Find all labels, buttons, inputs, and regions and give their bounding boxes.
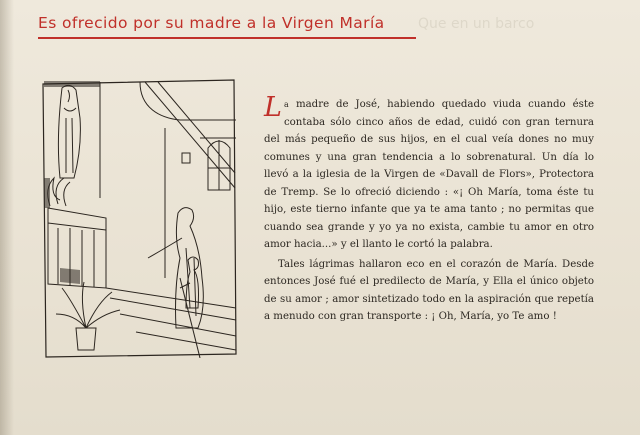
paragraph-2: Tales lágrimas hallaron eco en el corazón de María. Desde entonces José fué el predilecto de María, y Ella el único objeto de su amor ; amor sintetizado todo en la aspiración que repetía a menudo con gran transporte : ¡ Oh, María, yo Te amo ! <box>264 258 594 322</box>
chapter-title: Es ofrecido por su madre a la Virgen María <box>38 14 385 32</box>
show-through-text: Que en un barco <box>418 16 535 32</box>
title-underline <box>38 37 416 39</box>
article-text <box>264 92 594 326</box>
chapter-header <box>38 10 418 40</box>
drop-cap-continuation: a <box>283 100 290 109</box>
drop-cap: L <box>264 92 282 123</box>
page-gutter-shadow <box>0 0 14 435</box>
mother-offering-child-icon <box>40 78 238 358</box>
paragraph-1-text: madre de José, habiendo quedado viuda cuando éste contaba sólo cinco años de edad, cuidó con gran ternura del más pequeño de sus hijos, en el cual veía dones no muy comunes y una gran tendencia a lo sobrenatural. Un día lo llevó a la iglesia de la Virgen de «Davall de Flors», Protectora de Tremp. Se lo ofreció diciendo : «¡ Oh María, toma éste tu hijo, este tierno infante que ya te ama tanto ; no permitas que cuando sea grande y yo ya no exista, cambie tu amor en otro amor hacia...» y el llanto le cortó la palabra. <box>264 99 594 250</box>
paragraph-1 <box>264 92 594 254</box>
